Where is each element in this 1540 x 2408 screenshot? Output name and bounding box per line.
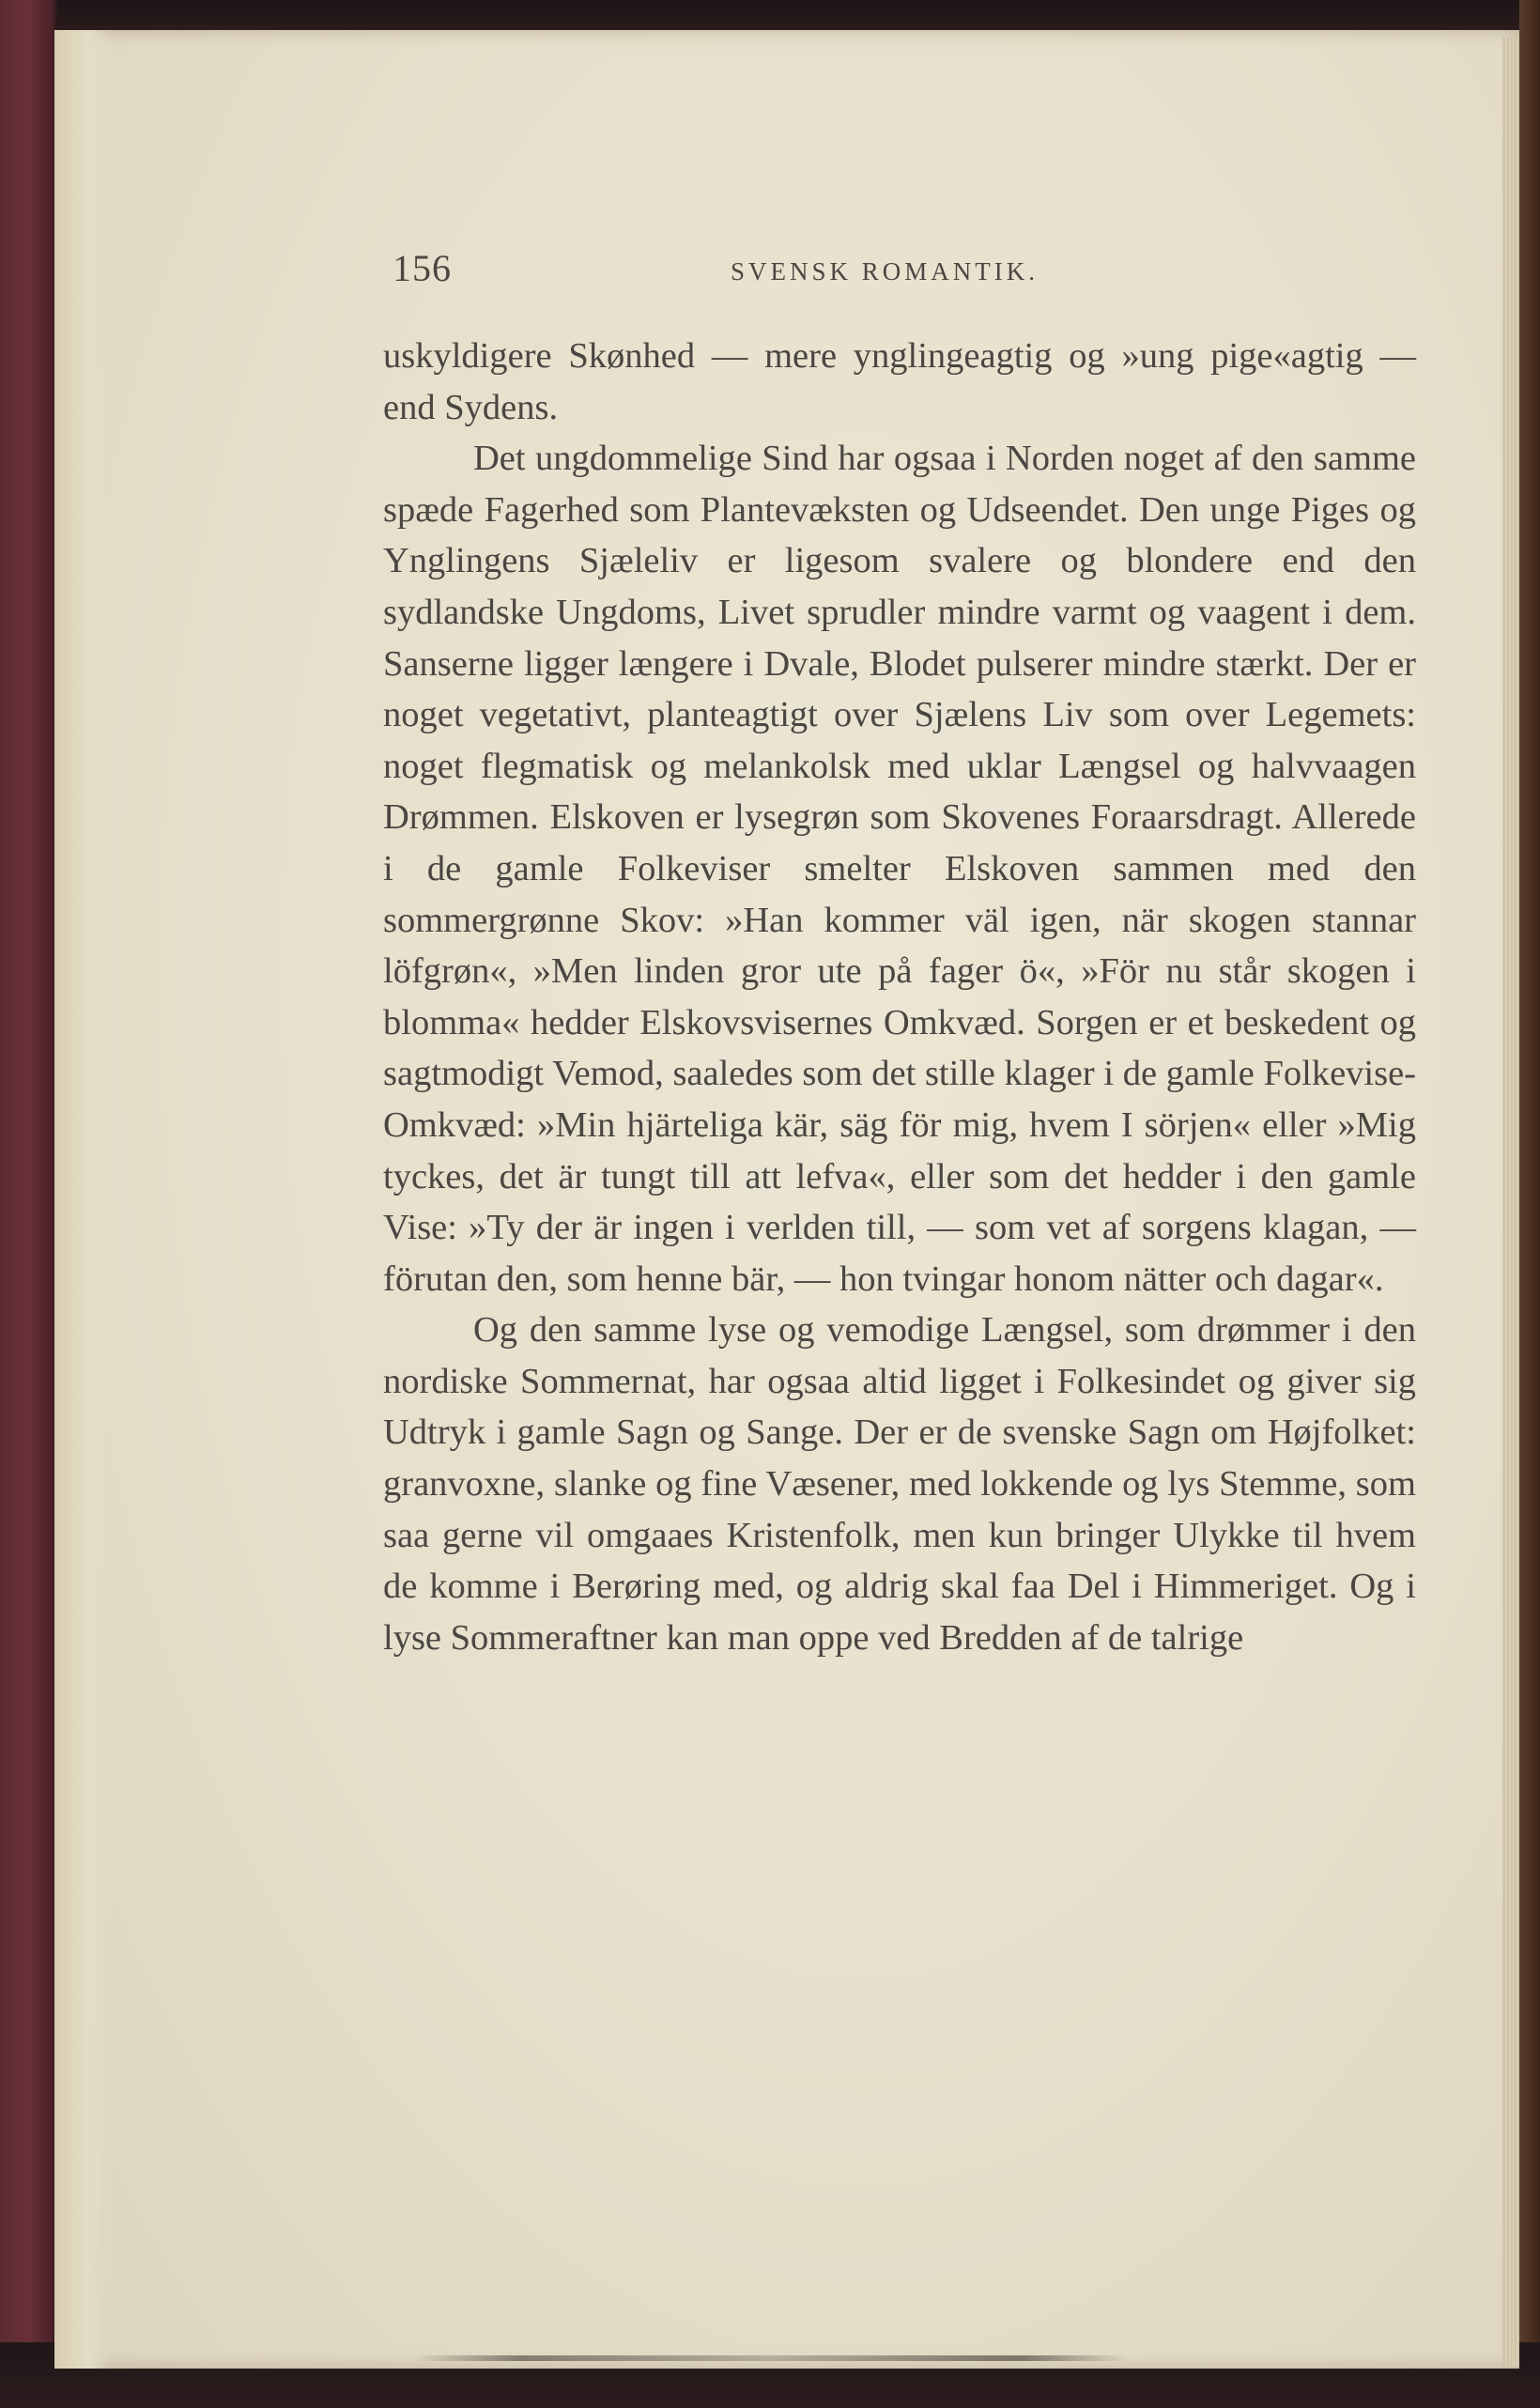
page-gutter [54,30,111,2369]
body-text [383,331,1416,1663]
paragraph: Og den samme lyse og vemodige Længsel, som drømmer i den nordiske Sommernat, har ogsaa altid ligget i Folkesindet og giver sig Udtryk i gamle Sagn og Sange. Der er de svenske Sagn om Højfolket: granvoxne, slanke og fine Væsener, med lokkende og lys Stemme, som saa gerne vil omgaaes Kristenfolk, men kun bringer Ulykke til hvem de komme i Berøring med, og aldrig skal faa Del i Himmeriget. Og i lyse Sommeraftner kan man oppe ved Bredden af de talrige [383,1310,1416,1658]
paragraph: uskyldigere Skønhed — mere ynglingeagtig og »ung pige«agtig — end Sydens. [383,336,1416,427]
book-cover-edge [1519,0,1540,2408]
page-bottom-smudge [413,2355,1127,2361]
paragraph: Det ungdommelige Sind har ogsaa i Norden noget af den samme spæde Fagerhed som Plantevæksten og Udseendet. Den unge Piges og Ynglingens Sjæleliv er ligesom svalere og blondere end den sydlandske Ungdoms, Livet sprudler mindre varmt og vaagent i dem. Sanserne ligger længere i Dvale, Blodet pulserer mindre stærkt. Der er noget vegetativt, planteagtigt over Sjælens Liv som over Legemets: noget flegmatisk og melankolsk med uklar Længsel og halvvaagen Drømmen. Elskoven er lysegrøn som Skovenes Foraarsdragt. Allerede i de gamle Folkeviser smelter Elskoven sammen med den sommergrønne Skov: »Han kommer väl igen, när skogen stannar löfgrøn«, »Men linden gror ute på fager ö«, »För nu står skogen i blomma« hedder Elskovsvisernes Omkvæd. Sorgen er et beskedent og sagtmodigt Vemod, saaledes som det stille klager i de gamle Folkevise-Omkvæd: »Min hjärteliga kär, säg för mig, hvem I sörjen« eller »Mig tyckes, det är tungt till att lefva«, eller som det hedder i den gamle Vise: »Ty der är ingen i verlden till, — som vet af sorgens klagan, — förutan den, som henne bär, — hon tvingar honom nätter och dagar«. [383,439,1416,1299]
running-head [393,246,1416,302]
running-title: SVENSK ROMANTIK. [731,257,1040,286]
page-number: 156 [393,247,452,289]
page-stack-edges [1502,38,1519,2367]
